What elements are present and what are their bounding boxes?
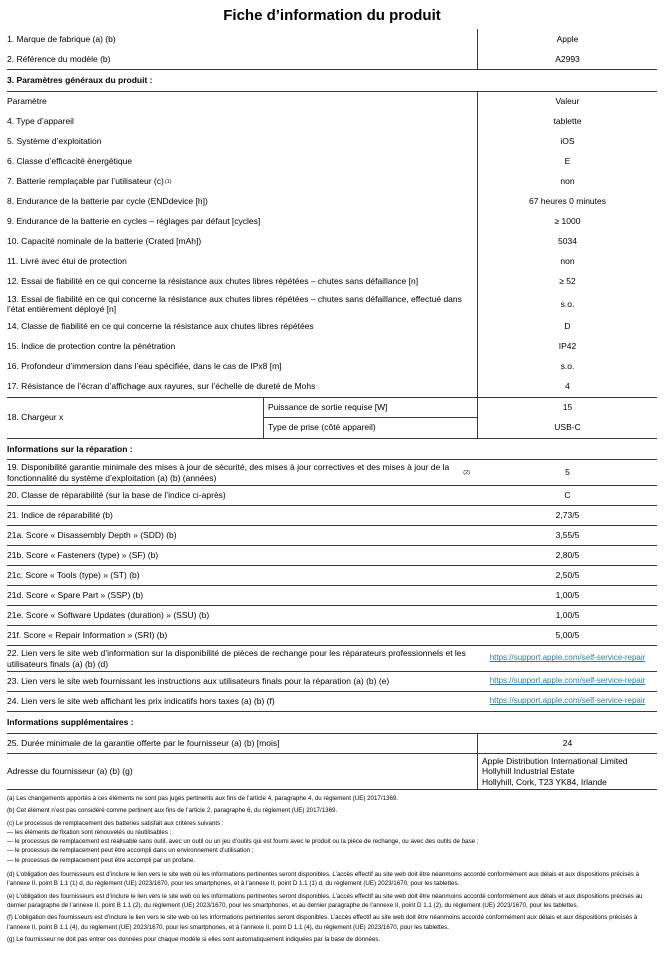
footnote-c-item: — les éléments de fixation sont renouvelés ou réutilisables ;	[7, 828, 172, 836]
charger-sub-values	[478, 398, 657, 438]
charger-sub-label: Type de prise (côté appareil)	[268, 422, 376, 433]
indicative-prices-link[interactable]: https://support.apple.com/self-service-repair	[489, 696, 646, 706]
spare-parts-availability-link[interactable]: https://support.apple.com/self-service-repair	[489, 653, 646, 663]
row-label: Adresse du fournisseur (a) (b) (g)	[7, 754, 478, 790]
row-label: 21a. Score « Disassembly Depth » (SDD) (b)	[7, 530, 177, 541]
table-row	[7, 152, 657, 172]
footnote-c-item: — le processus de remplacement peut être accompli par un profane.	[7, 856, 196, 864]
row-value: 5	[565, 467, 570, 478]
table-row	[7, 526, 657, 546]
table-row	[7, 734, 657, 754]
row-value: 2,73/5	[555, 510, 580, 521]
row-label: 23. Lien vers le site web fournissant les instructions aux utilisateurs finals pour la réparation (a) (b) (e)	[7, 676, 390, 687]
table-row	[7, 252, 657, 272]
row-value: iOS	[560, 136, 575, 147]
row-label: 21e. Score « Software Updates (duration) » (SSU) (b)	[7, 610, 210, 621]
column-header-row	[7, 92, 657, 112]
section-heading-supplementary: Informations supplémentaires :	[7, 712, 657, 734]
table-row	[7, 586, 657, 606]
row-label: 14. Classe de fiabilité en ce qui concerne la résistance aux chutes libres répétées	[7, 317, 478, 337]
row-label: 20. Classe de réparabilité (sur la base de l’indice ci-après)	[7, 490, 226, 501]
footnotes	[7, 794, 657, 944]
table-row	[7, 49, 657, 69]
row-label: 17. Résistance de l’écran d’affichage aux rayures, sur l’échelle de dureté de Mohs	[7, 377, 478, 397]
table-row	[7, 692, 657, 712]
section-heading-general: 3. Paramètres généraux du produit :	[7, 69, 657, 92]
row-value: tablette	[553, 116, 582, 127]
footnote-a: (a) Les changements apportés à ces éléments ne sont pas jugés pertinents aux fins de l’article 4, paragraphe 4, du règlement (UE) 2017/1369.	[7, 795, 399, 802]
table-row	[7, 646, 657, 672]
table-row	[7, 460, 657, 486]
table-row	[7, 172, 657, 192]
row-value: 1,00/5	[555, 590, 580, 601]
footnote-g: (g) Le fournisseur ne doit pas entrer ces données pour chaque modèle si elles sont automatiquement indiquées par la base de données.	[7, 935, 381, 943]
row-value	[478, 672, 657, 691]
footnote-c: (c) Le processus de remplacement des batteries satisfait aux critères suivants :	[7, 819, 224, 827]
row-label: 2. Référence du modèle (b)	[7, 49, 478, 69]
table-row	[7, 377, 657, 397]
row-value: non	[560, 176, 575, 187]
page-title: Fiche d’information du produit	[223, 7, 441, 24]
row-label: 6. Classe d’efficacité énergétique	[7, 152, 478, 172]
charger-sub-label: Puissance de sortie requise [W]	[264, 398, 477, 418]
table-row	[7, 546, 657, 566]
row-label: 12. Essai de fiabilité en ce qui concerne la résistance aux chutes libres répétées – chutes sans défaillance [n]	[7, 272, 478, 292]
row-label: 5. Système d’exploitation	[7, 132, 478, 152]
column-header-value: Valeur	[555, 96, 580, 107]
table-row	[7, 29, 657, 49]
table-row	[7, 486, 657, 506]
table-row	[7, 232, 657, 252]
row-value: 5034	[558, 236, 577, 247]
footnote-d: (d) L’obligation des fournisseurs est d’inclure le lien vers le site web où les informations pertinentes seront disponibles. L’accès effectif au site web doit être néanmoins accordé conformément aux délais et aux dispositions précisés à l’annexe II, point B 1.1 (1) d, du règlement (UE) 2023/1670, pour les smartphones, et à l’annexe II, point D 1.1 (1) d, du règlement (UE) 2023/1670, pour les tablettes.	[7, 871, 640, 888]
row-value: 1,00/5	[555, 610, 580, 621]
section-heading-repair: Informations sur la réparation :	[7, 439, 657, 461]
table-row	[7, 292, 657, 317]
table-row	[7, 506, 657, 526]
row-value	[478, 646, 657, 671]
row-value: 3,55/5	[555, 530, 580, 541]
footnote-c-item: — le processus de remplacement est réalisable sans outil, avec un outil ou un jeu d’outils qui est fourni avec le produit ou la pièce de rechange, ou avec des outils de base ;	[7, 838, 479, 846]
table-row	[7, 566, 657, 586]
row-label: 22. Lien vers le site web d’information sur la disponibilité de pièces de rechange pour les réparateurs professionnels et les utilisateurs finals (a) (b) (d)	[7, 648, 466, 669]
table-row	[7, 272, 657, 292]
row-label: 11. Livré avec étui de protection	[7, 252, 478, 272]
row-label: 24. Lien vers le site web affichant les prix indicatifs hors taxes (a) (b) (f)	[7, 696, 275, 707]
row-value: 5,00/5	[555, 630, 580, 641]
row-label: 25. Durée minimale de la garantie offerte par le fournisseur (a) (b) [mois]	[7, 734, 478, 753]
row-label: 21d. Score « Spare Part » (SSP) (b)	[7, 590, 144, 601]
row-label: 10. Capacité nominale de la batterie (Crated [mAh])	[7, 232, 478, 252]
row-value: s.o.	[560, 298, 575, 309]
table-row	[7, 357, 657, 377]
table-row	[7, 317, 657, 337]
supplier-address-row	[7, 754, 657, 791]
supplier-address-value	[478, 754, 657, 790]
row-label: 21b. Score « Fasteners (type) » (SF) (b)	[7, 550, 159, 561]
table-row	[7, 337, 657, 357]
footnote-b: (b) Cet élément n’est pas considéré comme pertinent aux fins de l’article 2, paragraphe 6, du règlement (UE) 2017/1369.	[7, 807, 338, 815]
row-label: 8. Endurance de la batterie par cycle (ENDdevice [h])	[7, 192, 478, 212]
row-value: non	[560, 256, 575, 267]
row-label: 21c. Score « Tools (type) » (ST) (b)	[7, 570, 140, 581]
row-label: 4. Type d’appareil	[7, 112, 478, 132]
row-value: E	[564, 156, 571, 167]
row-label: 21f. Score « Repair Information » (SRI) (b)	[7, 630, 168, 641]
table-row	[7, 606, 657, 626]
row-value	[478, 692, 657, 711]
address-line: Hollyhill Industrial Estate	[482, 766, 575, 776]
table-row	[7, 112, 657, 132]
charger-sub-labels	[263, 398, 478, 438]
row-value: Apple	[556, 33, 579, 44]
footnote-e: (e) L’obligation des fournisseurs est d’inclure le lien vers le site web où les informations pertinentes seront disponibles. L’accès effectif au site web doit être néanmoins accordé conformément aux délais et aux dispositions précisés au dernier paragraphe de l’annexe II, point B 1.1 (2), du règlement (UE) 2023/1670, pour les smartphones, et au dernier paragraphe de l’annexe II, point D 1.1 (2), du règlement (UE) 2023/1670, pour les tablettes.	[7, 892, 643, 909]
row-label: 18. Chargeur x	[7, 412, 64, 423]
row-value: 67 heures 0 minutes	[528, 196, 607, 207]
footnote-c-item: — le processus de remplacement peut être accompli dans un environnement d’utilisation ;	[7, 847, 254, 855]
charger-row	[7, 397, 657, 439]
row-label: 7. Batterie remplaçable par l’utilisateur (c) (1)	[7, 172, 478, 192]
row-value: ≥ 1000	[554, 216, 581, 227]
row-label: 16. Profondeur d’immersion dans l’eau spécifiée, dans le cas de IPx8 [m]	[7, 357, 478, 377]
table-row	[7, 212, 657, 232]
row-value: ≥ 52	[559, 276, 576, 287]
address-line: Apple Distribution International Limited	[482, 755, 628, 766]
row-label: 21. Indice de réparabilité (b)	[7, 510, 113, 521]
row-value: s.o.	[560, 361, 575, 372]
row-value: USB-C	[554, 422, 581, 433]
column-header-parameter: Paramètre	[7, 92, 478, 112]
row-label: 1. Marque de fabrique (a) (b)	[7, 29, 478, 49]
row-value: 2,50/5	[555, 570, 580, 581]
row-value: IP42	[558, 341, 577, 352]
repair-instructions-link[interactable]: https://support.apple.com/self-service-repair	[489, 676, 646, 686]
table-row	[7, 132, 657, 152]
table-row	[7, 672, 657, 692]
row-label: 13. Essai de fiabilité en ce qui concerne la résistance aux chutes libres répétées – chutes sans défaillance, effectué dans l’état entièrement déployé [n]	[7, 292, 478, 317]
row-label: 15. Indice de protection contre la pénétration	[7, 337, 478, 357]
row-value: A2993	[555, 53, 580, 64]
row-value: 24	[562, 737, 573, 748]
row-value: 15	[562, 402, 573, 413]
footnote-f: (f) L’obligation des fournisseurs est d’inclure le lien vers le site web où les informations pertinentes seront disponibles. L’accès effectif au site web doit être néanmoins accordé conformément aux délais et aux dispositions précisés à l’annexe II, point B 1.1 (4), du règlement (UE) 2023/1670, pour les smartphones, et à l’annexe II, point D 1.1 (4), du règlement (UE) 2023/1670, pour les tablettes.	[7, 914, 638, 931]
row-value: D	[564, 321, 571, 332]
row-value: 2,80/5	[555, 550, 580, 561]
table-row	[7, 626, 657, 646]
table-row	[7, 192, 657, 212]
address-line: Hollyhill, Cork, T23 YK84, Irlande	[482, 776, 607, 787]
row-label: 9. Endurance de la batterie en cycles – réglages par défaut [cycles]	[7, 212, 478, 232]
row-value: 4	[565, 381, 570, 392]
row-value: C	[564, 490, 571, 501]
row-label: 19. Disponibilité garantie minimale des mises à jour de sécurité, des mises à jour correctives et des mises à jour de la fonctionnalité du système d’exploitation (a) (b) (années) (2)	[7, 462, 470, 483]
